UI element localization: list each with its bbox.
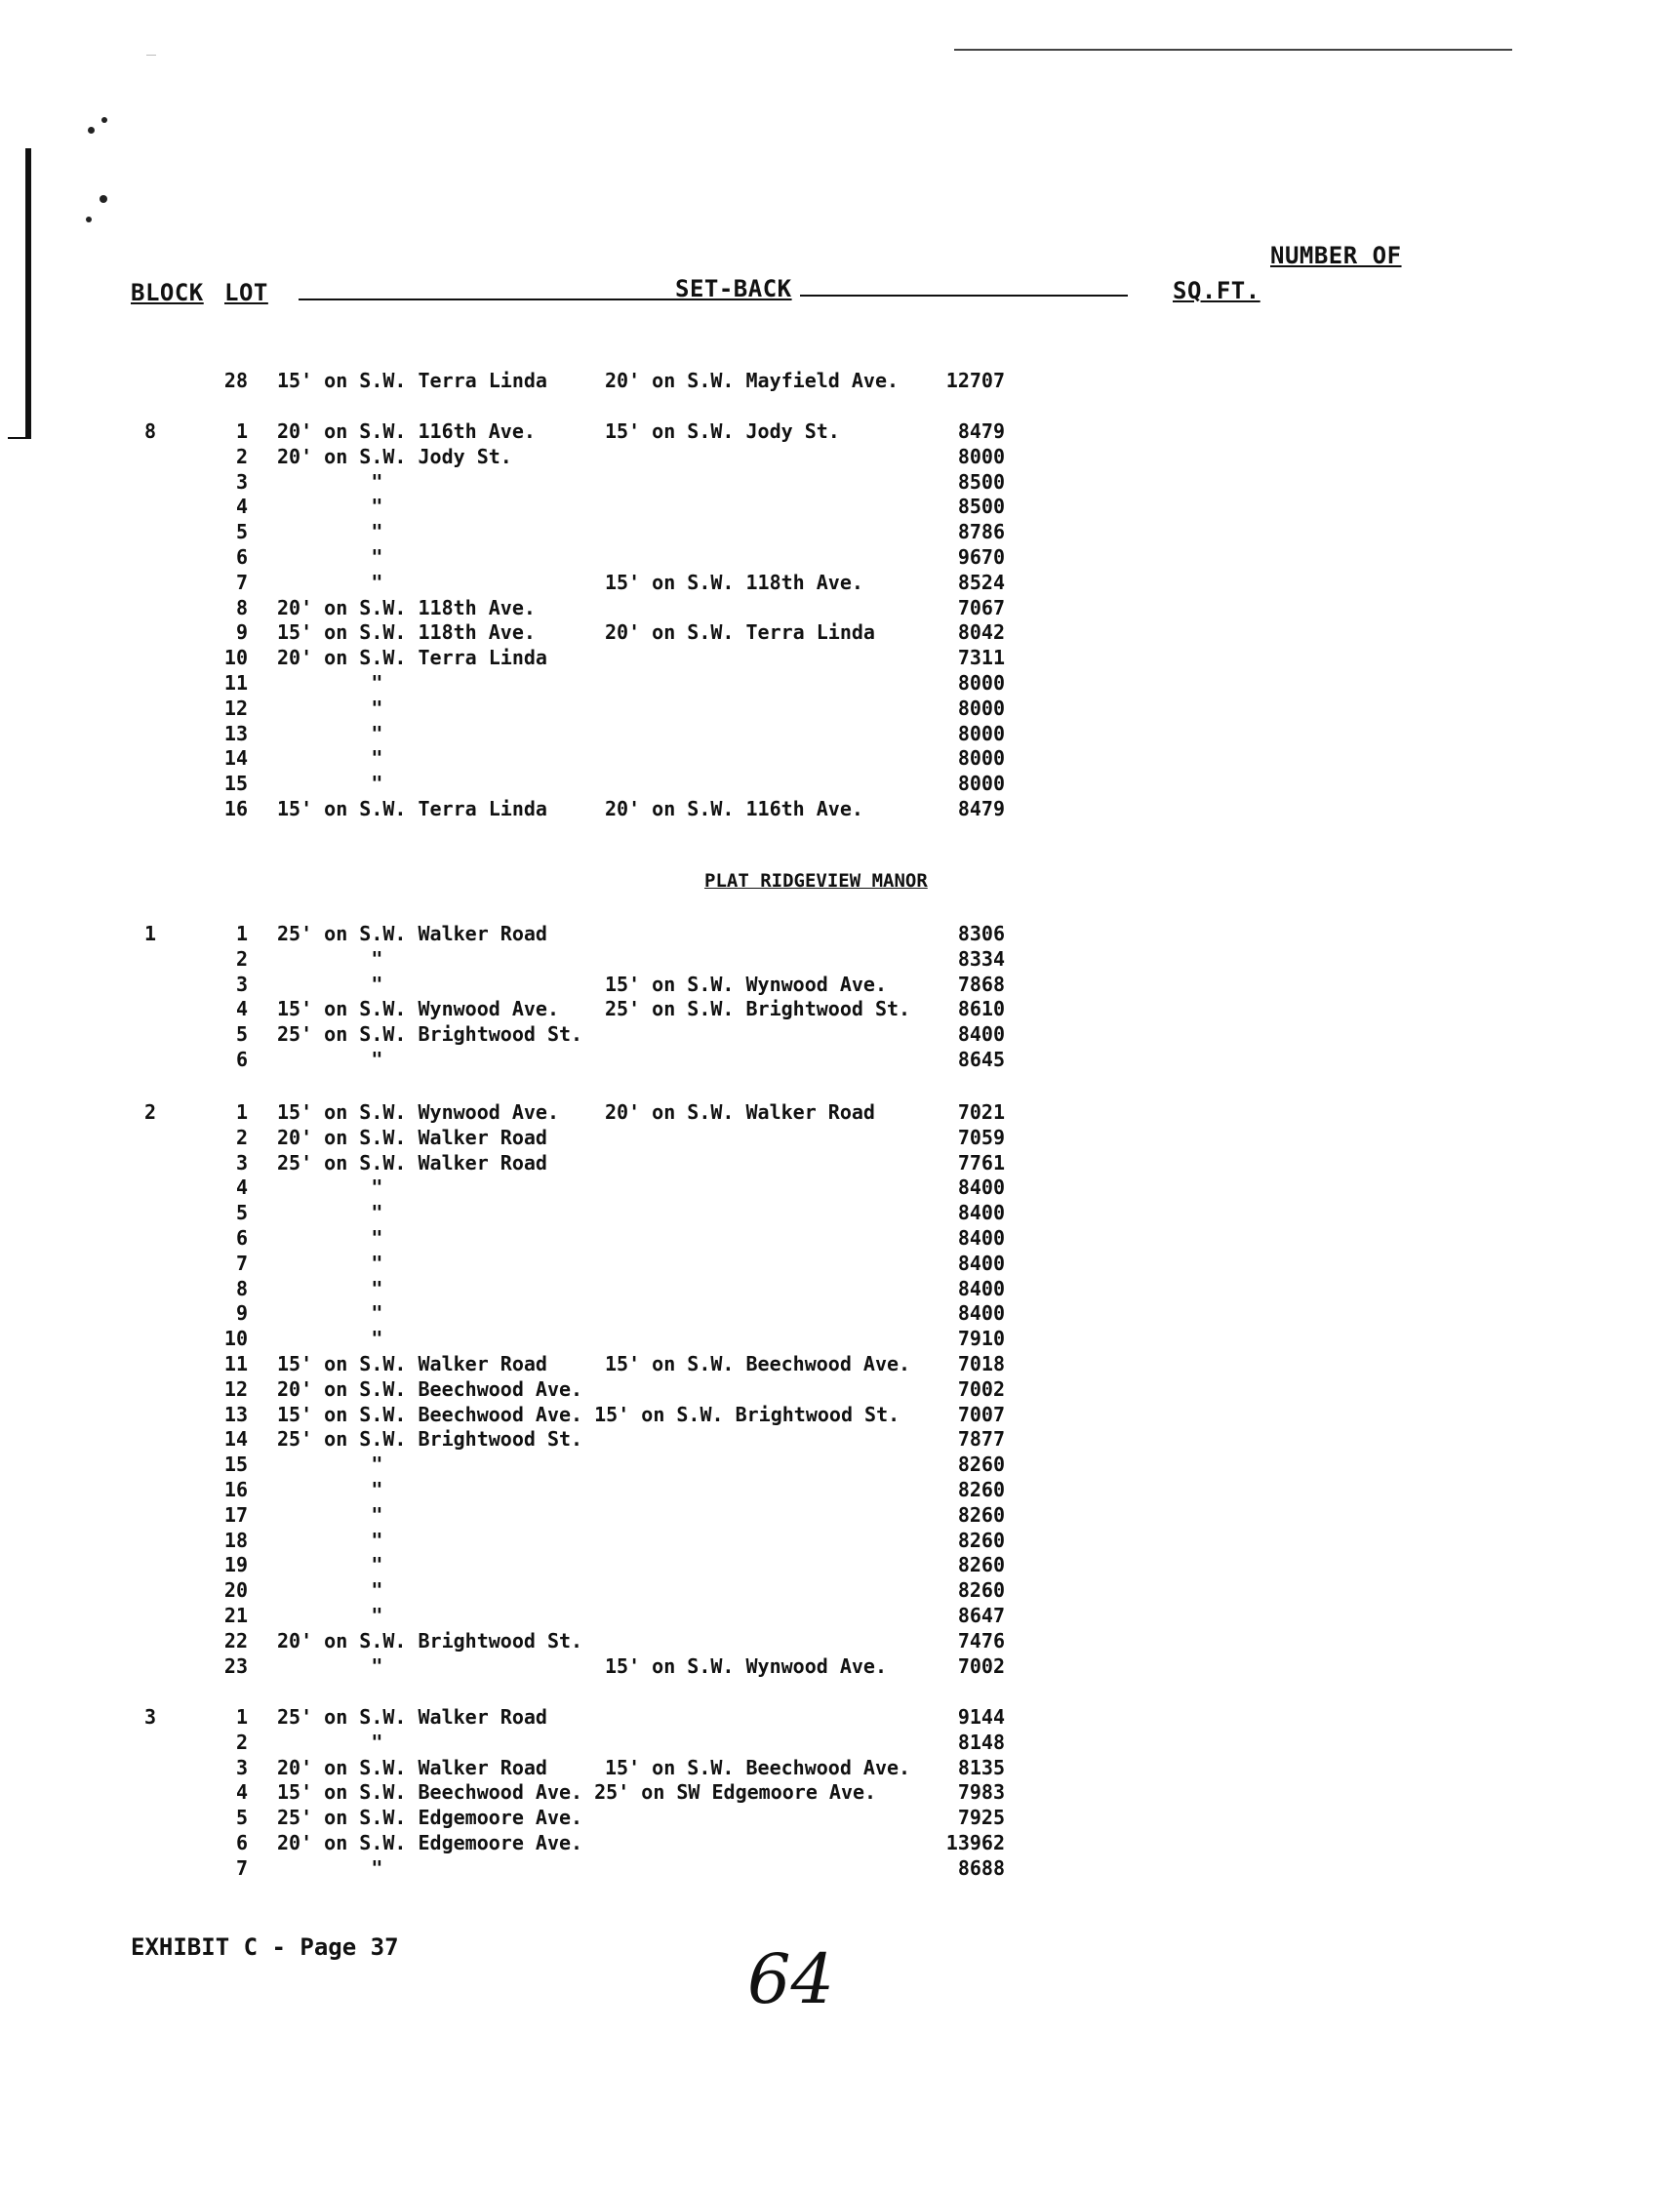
margin-tick (8, 437, 31, 439)
lot-cell: 2 (235, 1125, 248, 1149)
lot-cell: 16 (223, 797, 248, 820)
scan-line-top-left (146, 55, 156, 56)
lot-cell: 22 (223, 1628, 248, 1652)
sqft-cell: 8688 (957, 1855, 1005, 1880)
sqft-cell: 9144 (957, 1705, 1005, 1729)
sqft-cell: 8645 (957, 1048, 1005, 1071)
sqft-cell: 7311 (957, 646, 1005, 670)
block-cell: 1 (144, 922, 157, 945)
setback-primary-cell: " (277, 671, 383, 695)
header-block: BLOCK (131, 279, 204, 306)
setback-primary-cell: 25' on S.W. Walker Road (277, 922, 547, 945)
sqft-cell: 8400 (957, 1301, 1005, 1326)
sqft-cell: 8260 (957, 1453, 1005, 1477)
block-cell: 2 (144, 1100, 157, 1124)
sqft-cell: 7067 (957, 595, 1005, 619)
lot-cell: 4 (235, 1780, 248, 1805)
setback-secondary-cell: 15' on S.W. Jody St. (605, 419, 840, 443)
lot-cell: 9 (235, 620, 248, 645)
setback-primary-cell: " (277, 721, 383, 745)
setback-primary-cell: " (277, 1653, 383, 1678)
setback-primary-cell: " (277, 746, 383, 771)
setback-primary-cell: " (277, 772, 383, 796)
header-rule-left (299, 299, 675, 300)
setback-primary-cell: " (277, 1578, 383, 1603)
block-cell: 8 (144, 419, 157, 443)
sqft-cell: 7476 (957, 1628, 1005, 1652)
lot-cell: 23 (223, 1653, 248, 1678)
setback-primary-cell: " (277, 1855, 383, 1880)
lot-cell: 16 (223, 1478, 248, 1501)
setback-primary-cell: " (277, 520, 383, 544)
setback-primary-cell: " (277, 1730, 383, 1754)
setback-primary-cell: 15' on S.W. Beechwood Ave. 15' on S.W. Brightwood St. (277, 1402, 900, 1426)
setback-secondary-cell: 20' on S.W. Walker Road (605, 1100, 875, 1124)
sqft-cell: 8400 (957, 1201, 1005, 1225)
sqft-cell: 7761 (957, 1150, 1005, 1175)
lot-cell: 8 (235, 595, 248, 619)
setback-primary-cell: 25' on S.W. Brightwood St. (277, 1022, 583, 1047)
sqft-cell: 7910 (957, 1327, 1005, 1351)
setback-primary-cell: " (277, 1478, 383, 1501)
setback-primary-cell: 20' on S.W. Walker Road (277, 1755, 547, 1779)
setback-primary-cell: " (277, 570, 383, 594)
lot-cell: 14 (223, 746, 248, 771)
setback-primary-cell: 20' on S.W. Terra Linda (277, 646, 547, 670)
sqft-cell: 7002 (957, 1376, 1005, 1401)
sqft-cell: 13962 (945, 1831, 1005, 1854)
setback-primary-cell: " (277, 1201, 383, 1225)
sqft-cell: 7983 (957, 1780, 1005, 1805)
setback-primary-cell: " (277, 972, 383, 996)
setback-primary-cell: " (277, 545, 383, 569)
setback-secondary-cell: 20' on S.W. Mayfield Ave. (605, 369, 900, 392)
setback-primary-cell: 15' on S.W. Wynwood Ave. (277, 1100, 559, 1124)
sqft-cell: 8042 (957, 620, 1005, 645)
lot-cell: 11 (223, 671, 248, 695)
setback-secondary-cell: 15' on S.W. Wynwood Ave. (605, 972, 887, 996)
setback-primary-cell: " (277, 1251, 383, 1275)
setback-primary-cell: " (277, 946, 383, 971)
sqft-cell: 8260 (957, 1528, 1005, 1552)
sqft-cell: 8500 (957, 469, 1005, 494)
setback-primary-cell: 20' on S.W. Brightwood St. (277, 1628, 583, 1652)
setback-primary-cell: " (277, 696, 383, 720)
setback-primary-cell: " (277, 1175, 383, 1200)
setback-primary-cell: 20' on S.W. Walker Road (277, 1125, 547, 1149)
setback-primary-cell: " (277, 1604, 383, 1627)
header-number-of: NUMBER OF (1270, 242, 1402, 269)
lot-cell: 11 (223, 1352, 248, 1375)
lot-cell: 4 (235, 495, 248, 519)
lot-cell: 19 (223, 1553, 248, 1577)
sqft-cell: 8400 (957, 1175, 1005, 1200)
lot-cell: 12 (223, 1376, 248, 1401)
sqft-cell: 7007 (957, 1402, 1005, 1426)
header-rule-right (800, 295, 1128, 297)
lot-cell: 14 (223, 1427, 248, 1452)
setback-primary-cell: 20' on S.W. Beechwood Ave. (277, 1376, 583, 1401)
sqft-cell: 8479 (957, 797, 1005, 820)
lot-cell: 5 (235, 520, 248, 544)
lot-cell: 3 (235, 1755, 248, 1779)
lot-cell: 2 (235, 1730, 248, 1754)
sqft-cell: 7018 (957, 1352, 1005, 1375)
setback-primary-cell: 15' on S.W. Walker Road (277, 1352, 547, 1375)
sqft-cell: 8647 (957, 1604, 1005, 1627)
lot-cell: 15 (223, 1453, 248, 1477)
handwritten-page-number: 64 (747, 1939, 835, 2019)
sqft-cell: 9670 (957, 545, 1005, 569)
setback-primary-cell: " (277, 1502, 383, 1527)
lot-cell: 20 (223, 1578, 248, 1603)
sqft-cell: 7925 (957, 1806, 1005, 1830)
lot-cell: 13 (223, 1402, 248, 1426)
lot-cell: 6 (235, 1831, 248, 1854)
sqft-cell: 8260 (957, 1578, 1005, 1603)
header-lot: LOT (224, 279, 268, 306)
setback-primary-cell: 15' on S.W. Wynwood Ave. (277, 997, 559, 1021)
sqft-cell: 8148 (957, 1730, 1005, 1754)
lot-cell: 6 (235, 1226, 248, 1250)
lot-cell: 7 (235, 1251, 248, 1275)
sqft-cell: 8000 (957, 746, 1005, 771)
setback-primary-cell: " (277, 1301, 383, 1326)
setback-secondary-cell: 15' on S.W. Wynwood Ave. (605, 1653, 887, 1678)
sqft-cell: 8400 (957, 1251, 1005, 1275)
lot-cell: 2 (235, 444, 248, 468)
lot-cell: 1 (235, 419, 248, 443)
sqft-cell: 8524 (957, 570, 1005, 594)
header-sqft: SQ.FT. (1173, 277, 1260, 304)
setback-primary-cell: 25' on S.W. Walker Road (277, 1150, 547, 1175)
lot-cell: 7 (235, 1855, 248, 1880)
lot-cell: 10 (223, 646, 248, 670)
setback-primary-cell: " (277, 1327, 383, 1351)
lot-cell: 5 (235, 1806, 248, 1830)
setback-primary-cell: " (277, 1453, 383, 1477)
setback-primary-cell: 25' on S.W. Edgemoore Ave. (277, 1806, 583, 1830)
setback-primary-cell: 20' on S.W. Edgemoore Ave. (277, 1831, 583, 1854)
lot-cell: 4 (235, 997, 248, 1021)
scan-line-top-right (1424, 49, 1512, 51)
sqft-cell: 8306 (957, 922, 1005, 945)
lot-cell: 6 (235, 1048, 248, 1071)
margin-bar (25, 148, 31, 437)
lot-cell: 5 (235, 1201, 248, 1225)
sqft-cell: 7877 (957, 1427, 1005, 1452)
lot-cell: 3 (235, 972, 248, 996)
setback-primary-cell: 15' on S.W. 118th Ave. (277, 620, 536, 645)
header-setback: SET-BACK (675, 275, 792, 302)
setback-primary-cell: " (277, 1553, 383, 1577)
sqft-cell: 8479 (957, 419, 1005, 443)
lot-cell: 1 (235, 1705, 248, 1729)
lot-cell: 15 (223, 772, 248, 796)
sqft-cell: 8610 (957, 997, 1005, 1021)
sqft-cell: 8135 (957, 1755, 1005, 1779)
sqft-cell: 7059 (957, 1125, 1005, 1149)
setback-primary-cell: 25' on S.W. Walker Road (277, 1705, 547, 1729)
lot-cell: 7 (235, 570, 248, 594)
setback-primary-cell: 25' on S.W. Brightwood St. (277, 1427, 583, 1452)
speck (88, 127, 95, 134)
setback-primary-cell: 15' on S.W. Terra Linda (277, 797, 547, 820)
sqft-cell: 7868 (957, 972, 1005, 996)
sqft-cell: 7021 (957, 1100, 1005, 1124)
setback-primary-cell: 15' on S.W. Terra Linda (277, 369, 547, 392)
lot-cell: 4 (235, 1175, 248, 1200)
lot-cell: 5 (235, 1022, 248, 1047)
lot-cell: 17 (223, 1502, 248, 1527)
sqft-cell: 8400 (957, 1276, 1005, 1300)
setback-primary-cell: 15' on S.W. Beechwood Ave. 25' on SW Edgemoore Ave. (277, 1780, 877, 1805)
sqft-cell: 8000 (957, 444, 1005, 468)
lot-cell: 2 (235, 946, 248, 971)
speck (86, 217, 92, 222)
lot-cell: 6 (235, 545, 248, 569)
sqft-cell: 8000 (957, 696, 1005, 720)
setback-secondary-cell: 15' on S.W. Beechwood Ave. (605, 1755, 911, 1779)
setback-secondary-cell: 20' on S.W. 116th Ave. (605, 797, 863, 820)
lot-cell: 9 (235, 1301, 248, 1326)
lot-cell: 1 (235, 922, 248, 945)
setback-primary-cell: " (277, 1528, 383, 1552)
lot-cell: 1 (235, 1100, 248, 1124)
setback-secondary-cell: 20' on S.W. Terra Linda (605, 620, 875, 645)
sqft-cell: 8000 (957, 671, 1005, 695)
lot-cell: 21 (223, 1604, 248, 1627)
section-title: PLAT RIDGEVIEW MANOR (704, 870, 928, 892)
sqft-cell: 8000 (957, 772, 1005, 796)
setback-primary-cell: 20' on S.W. Jody St. (277, 444, 512, 468)
sqft-cell: 12707 (945, 369, 1005, 392)
lot-cell: 28 (223, 369, 248, 392)
setback-primary-cell: " (277, 1276, 383, 1300)
sqft-cell: 8786 (957, 520, 1005, 544)
setback-primary-cell: " (277, 469, 383, 494)
lot-cell: 13 (223, 721, 248, 745)
lot-cell: 3 (235, 469, 248, 494)
lot-cell: 3 (235, 1150, 248, 1175)
sqft-cell: 8260 (957, 1553, 1005, 1577)
lot-cell: 8 (235, 1276, 248, 1300)
lot-cell: 18 (223, 1528, 248, 1552)
block-cell: 3 (144, 1705, 157, 1729)
setback-primary-cell: " (277, 495, 383, 519)
sqft-cell: 8260 (957, 1478, 1005, 1501)
speck (100, 195, 107, 203)
sqft-cell: 8400 (957, 1226, 1005, 1250)
setback-secondary-cell: 15' on S.W. Beechwood Ave. (605, 1352, 911, 1375)
sqft-cell: 8260 (957, 1502, 1005, 1527)
sqft-cell: 7002 (957, 1653, 1005, 1678)
sqft-cell: 8334 (957, 946, 1005, 971)
setback-primary-cell: " (277, 1048, 383, 1071)
sqft-cell: 8000 (957, 721, 1005, 745)
speck (101, 117, 107, 123)
lot-cell: 10 (223, 1327, 248, 1351)
setback-primary-cell: 20' on S.W. 116th Ave. (277, 419, 536, 443)
setback-primary-cell: " (277, 1226, 383, 1250)
lot-cell: 12 (223, 696, 248, 720)
sqft-cell: 8500 (957, 495, 1005, 519)
setback-primary-cell: 20' on S.W. 118th Ave. (277, 595, 536, 619)
setback-secondary-cell: 15' on S.W. 118th Ave. (605, 570, 863, 594)
page-footer: EXHIBIT C - Page 37 (131, 1933, 399, 1961)
setback-secondary-cell: 25' on S.W. Brightwood St. (605, 997, 911, 1021)
sqft-cell: 8400 (957, 1022, 1005, 1047)
